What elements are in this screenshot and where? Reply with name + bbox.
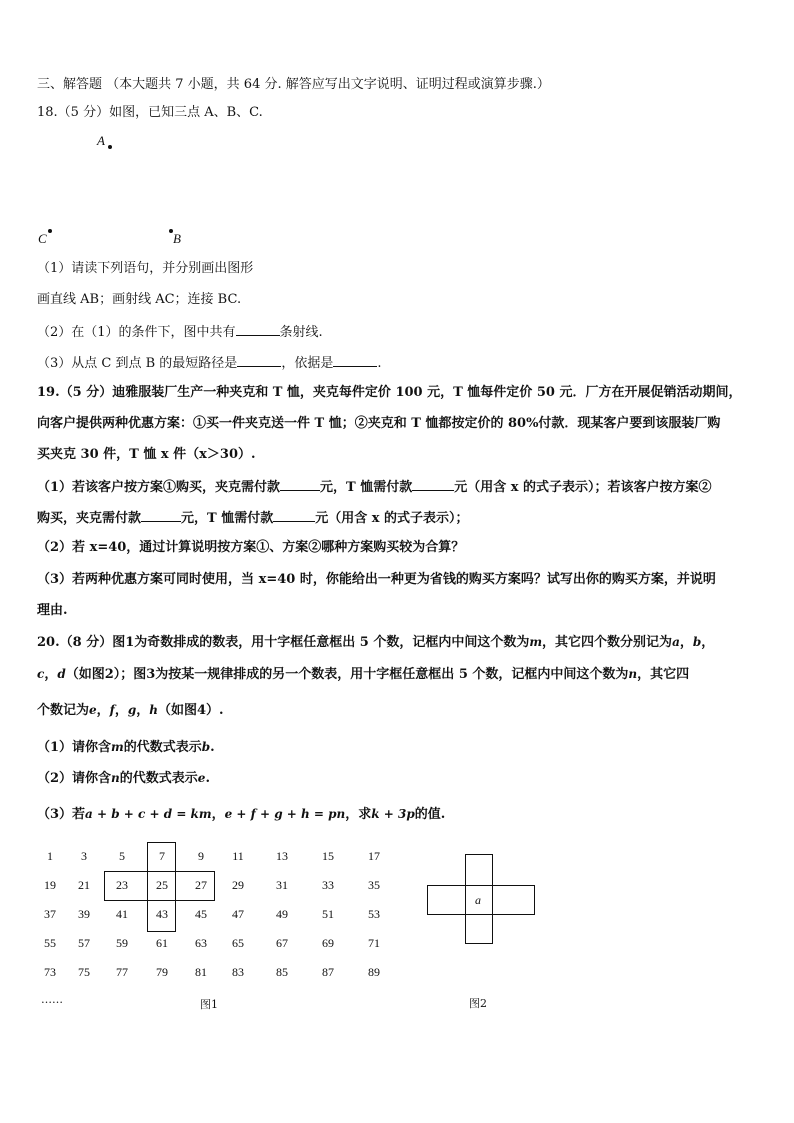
table-cell: 61: [156, 936, 168, 950]
table-cell: 21: [78, 878, 90, 892]
q18-part3: （3）从点 C 到点 B 的最短路径是 ，依据是 .: [37, 353, 381, 373]
table-cell: 49: [276, 907, 288, 921]
table-cell: 13: [276, 849, 288, 863]
answer-blank: [273, 508, 315, 522]
q18-stem: 18.（5 分）如图，已知三点 A、B、C.: [37, 105, 263, 120]
q19-part2: （2）若 x=40，通过计算说明按方案①、方案②哪种方案购买较为合算？: [37, 540, 465, 555]
table-cell: 67: [276, 936, 288, 950]
q20-part3: （3）若a + b + c + d = km，e + f + g + h = pn，求k + 3p的值.: [37, 807, 446, 822]
figure-1-caption: 图1: [200, 998, 218, 1011]
table-cell: 23: [116, 878, 128, 892]
table-cell: 79: [156, 965, 168, 979]
table-cell: 29: [232, 878, 244, 892]
table-cell: 57: [78, 936, 90, 950]
answer-blank: [236, 322, 280, 336]
table-cell: 35: [368, 878, 380, 892]
q18-part1-instructions: 画直线 AB；画射线 AC；连接 BC.: [37, 292, 242, 307]
q19-part1-cont: 购买，夹克需付款 元，T 恤需付款 元（用含 x 的式子表示）；: [37, 508, 469, 528]
table-cell: 25: [156, 878, 168, 892]
table-cell: 43: [156, 907, 168, 921]
table-cell: 89: [368, 965, 380, 979]
q20-part1: （1）请你含m的代数式表示b.: [37, 740, 215, 755]
answer-blank: [141, 508, 181, 522]
table-cell: 39: [78, 907, 90, 921]
q20-line1: 20.（8 分）图1为奇数排成的数表，用十字框任意框出 5 个数，记框内中间这个数为m，其它四个数分别记为a，b，: [37, 635, 715, 650]
answer-blank: [280, 477, 320, 491]
point-b-label: B: [173, 231, 181, 246]
cross-frame-horizontal: [104, 871, 215, 901]
cross-cell-top: [465, 854, 493, 886]
table-cell: 59: [116, 936, 128, 950]
table-cell: 27: [195, 878, 207, 892]
q18-part1: （1）请读下列语句，并分别画出图形: [37, 261, 254, 276]
table-cell: 5: [119, 849, 125, 863]
table-cell: 17: [368, 849, 380, 863]
table-cell: 3: [81, 849, 87, 863]
table-cell: 73: [44, 965, 56, 979]
table-cell: 51: [322, 907, 334, 921]
table-cell: 75: [78, 965, 90, 979]
answer-blank: [333, 353, 377, 367]
q19-part3-cont: 理由.: [37, 603, 68, 618]
q20-line3: 个数记为e，f，g，h（如图4）.: [37, 703, 224, 718]
table-cell: 31: [276, 878, 288, 892]
table-cell: 9: [198, 849, 204, 863]
table-cell: 37: [44, 907, 56, 921]
point-c-dot: [48, 229, 52, 233]
table-cell: 77: [116, 965, 128, 979]
q20-line2: c，d（如图2）；图3为按某一规律排成的另一个数表，用十字框任意框出 5 个数，记框内中间这个数为n，其它四: [37, 667, 690, 682]
q18-part2: （2）在（1）的条件下，图中共有 条射线.: [37, 322, 323, 342]
answer-blank: [412, 477, 454, 491]
figure-2-caption: 图2: [469, 997, 487, 1010]
table-cell: 87: [322, 965, 334, 979]
point-c-label: C: [38, 231, 47, 246]
table-cell: 63: [195, 936, 207, 950]
table-cell: 71: [368, 936, 380, 950]
table-cell: 45: [195, 907, 207, 921]
table-cell: 47: [232, 907, 244, 921]
table-cell: 15: [322, 849, 334, 863]
figure-1-ellipsis: ……: [41, 993, 63, 1006]
q19-part1: （1）若该客户按方案①购买，夹克需付款 元，T 恤需付款 元（用含 x 的式子表示）；若该客户按方案②: [37, 477, 712, 497]
q20-part2: （2）请你含n的代数式表示e.: [37, 771, 210, 786]
q19-line3: 买夹克 30 件，T 恤 x 件（x＞30）.: [37, 447, 256, 462]
point-a-dot: [108, 145, 112, 149]
table-cell: 11: [232, 849, 244, 863]
table-cell: 69: [322, 936, 334, 950]
cross-center-label: a: [475, 893, 481, 907]
answer-blank: [237, 353, 281, 367]
table-cell: 81: [195, 965, 207, 979]
table-cell: 33: [322, 878, 334, 892]
cross-cell-bottom: [465, 914, 493, 944]
section-header: 三、解答题 （本大题共 7 小题，共 64 分. 解答应写出文字说明、证明过程或演算步骤.）: [37, 77, 550, 92]
q19-line2: 向客户提供两种优惠方案：①买一件夹克送一件 T 恤；②夹克和 T 恤都按定价的 80%付款．现某客户要到该服装厂购: [37, 416, 721, 431]
table-cell: 85: [276, 965, 288, 979]
table-cell: 19: [44, 878, 56, 892]
table-cell: 55: [44, 936, 56, 950]
table-cell: 65: [232, 936, 244, 950]
table-cell: 7: [159, 849, 165, 863]
table-cell: 41: [116, 907, 128, 921]
point-a-label: A: [97, 133, 105, 148]
q19-part3: （3）若两种优惠方案可同时使用，当 x=40 时，你能给出一种更为省钱的购买方案吗？试写出你的购买方案，并说明: [37, 572, 716, 587]
table-cell: 83: [232, 965, 244, 979]
q19-line1: 19.（5 分）迪雅服装厂生产一种夹克和 T 恤，夹克每件定价 100 元，T 恤每件定价 50 元．厂方在开展促销活动期间，: [37, 385, 742, 400]
table-cell: 53: [368, 907, 380, 921]
table-cell: 1: [47, 849, 53, 863]
